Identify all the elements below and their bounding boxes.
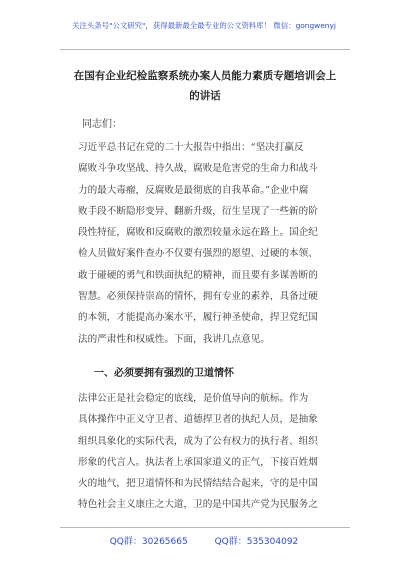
promo-banner: 关注头条号"公文研究"，获得最新最全最专业的公文资料库！ 微信：gongwenyj bbox=[72, 21, 336, 30]
text-line: 智慧。必须保持崇高的情怀，拥有专业的素养，具备过硬 bbox=[78, 291, 318, 303]
paragraph-section-1 bbox=[78, 388, 354, 516]
text-line: 组织具象化的实际代表，成为了公有权力的执行者、组织 bbox=[78, 435, 318, 447]
text-line: 特色社会主义康庄之大道，卫的是中国共产党为民服务之 bbox=[78, 499, 318, 511]
text-line: 的本领，才能提高办案水平，履行神圣使命，捍卫党纪国 bbox=[78, 312, 318, 324]
text-line: 火的地气，把卫道情怀和为民情结结合起来，守的是中国 bbox=[78, 478, 318, 490]
footer-qq-group-2: QQ群：535304092 bbox=[214, 537, 299, 547]
title-line-1: 在国有企业纪检监察系统办案人员能力素质专题培训会上 bbox=[73, 70, 337, 82]
text-line: 败手段不断隐形变异、翻新升级，衍生呈现了一些新的阶 bbox=[78, 205, 318, 217]
text-line: 段性特征，腐败和反腐败的激烈较量永远在路上。国企纪 bbox=[78, 227, 318, 239]
text-line: 法的严肃性和权威性。下面，我讲几点意见。 bbox=[78, 333, 270, 345]
salutation: 同志们： bbox=[82, 119, 122, 130]
text-line: 敢于碰硬的勇气和铁面执纪的精神，而且要有多谋善断的 bbox=[78, 269, 318, 281]
document-title bbox=[60, 66, 350, 106]
text-line: 习近平总书记在党的二十大报告中指出：“坚决打赢反 bbox=[78, 142, 304, 153]
footer-qq-group-1: QQ群：30265665 bbox=[109, 537, 188, 547]
text-line: 法律公正是社会稳定的底线，是价值导向的航标。作为 bbox=[78, 393, 309, 404]
text-line: 检人员做好案件查办不仅要有强烈的愿望、过硬的本领、 bbox=[78, 248, 318, 260]
text-line: 具体操作中正义守卫者、道德捍卫者的执纪人员，是抽象 bbox=[78, 414, 318, 426]
title-line-2: 的讲话 bbox=[189, 90, 221, 102]
section-heading-1: 一、必须要拥有强烈的卫道情怀 bbox=[94, 368, 234, 379]
text-line: 力的最大毒瘤，反腐败是最彻底的自我革命。”企业中腐 bbox=[78, 184, 309, 196]
text-line: 腐败斗争攻坚战、持久战，腐败是危害党的生命力和战斗 bbox=[78, 163, 318, 175]
footer-divider bbox=[60, 527, 350, 528]
text-line: 形象的代言人。执法者上承国家道义的正气，下接百姓烟 bbox=[78, 456, 318, 468]
header-divider bbox=[60, 49, 350, 50]
paragraph-intro bbox=[78, 137, 354, 350]
footer-contacts bbox=[0, 534, 408, 547]
